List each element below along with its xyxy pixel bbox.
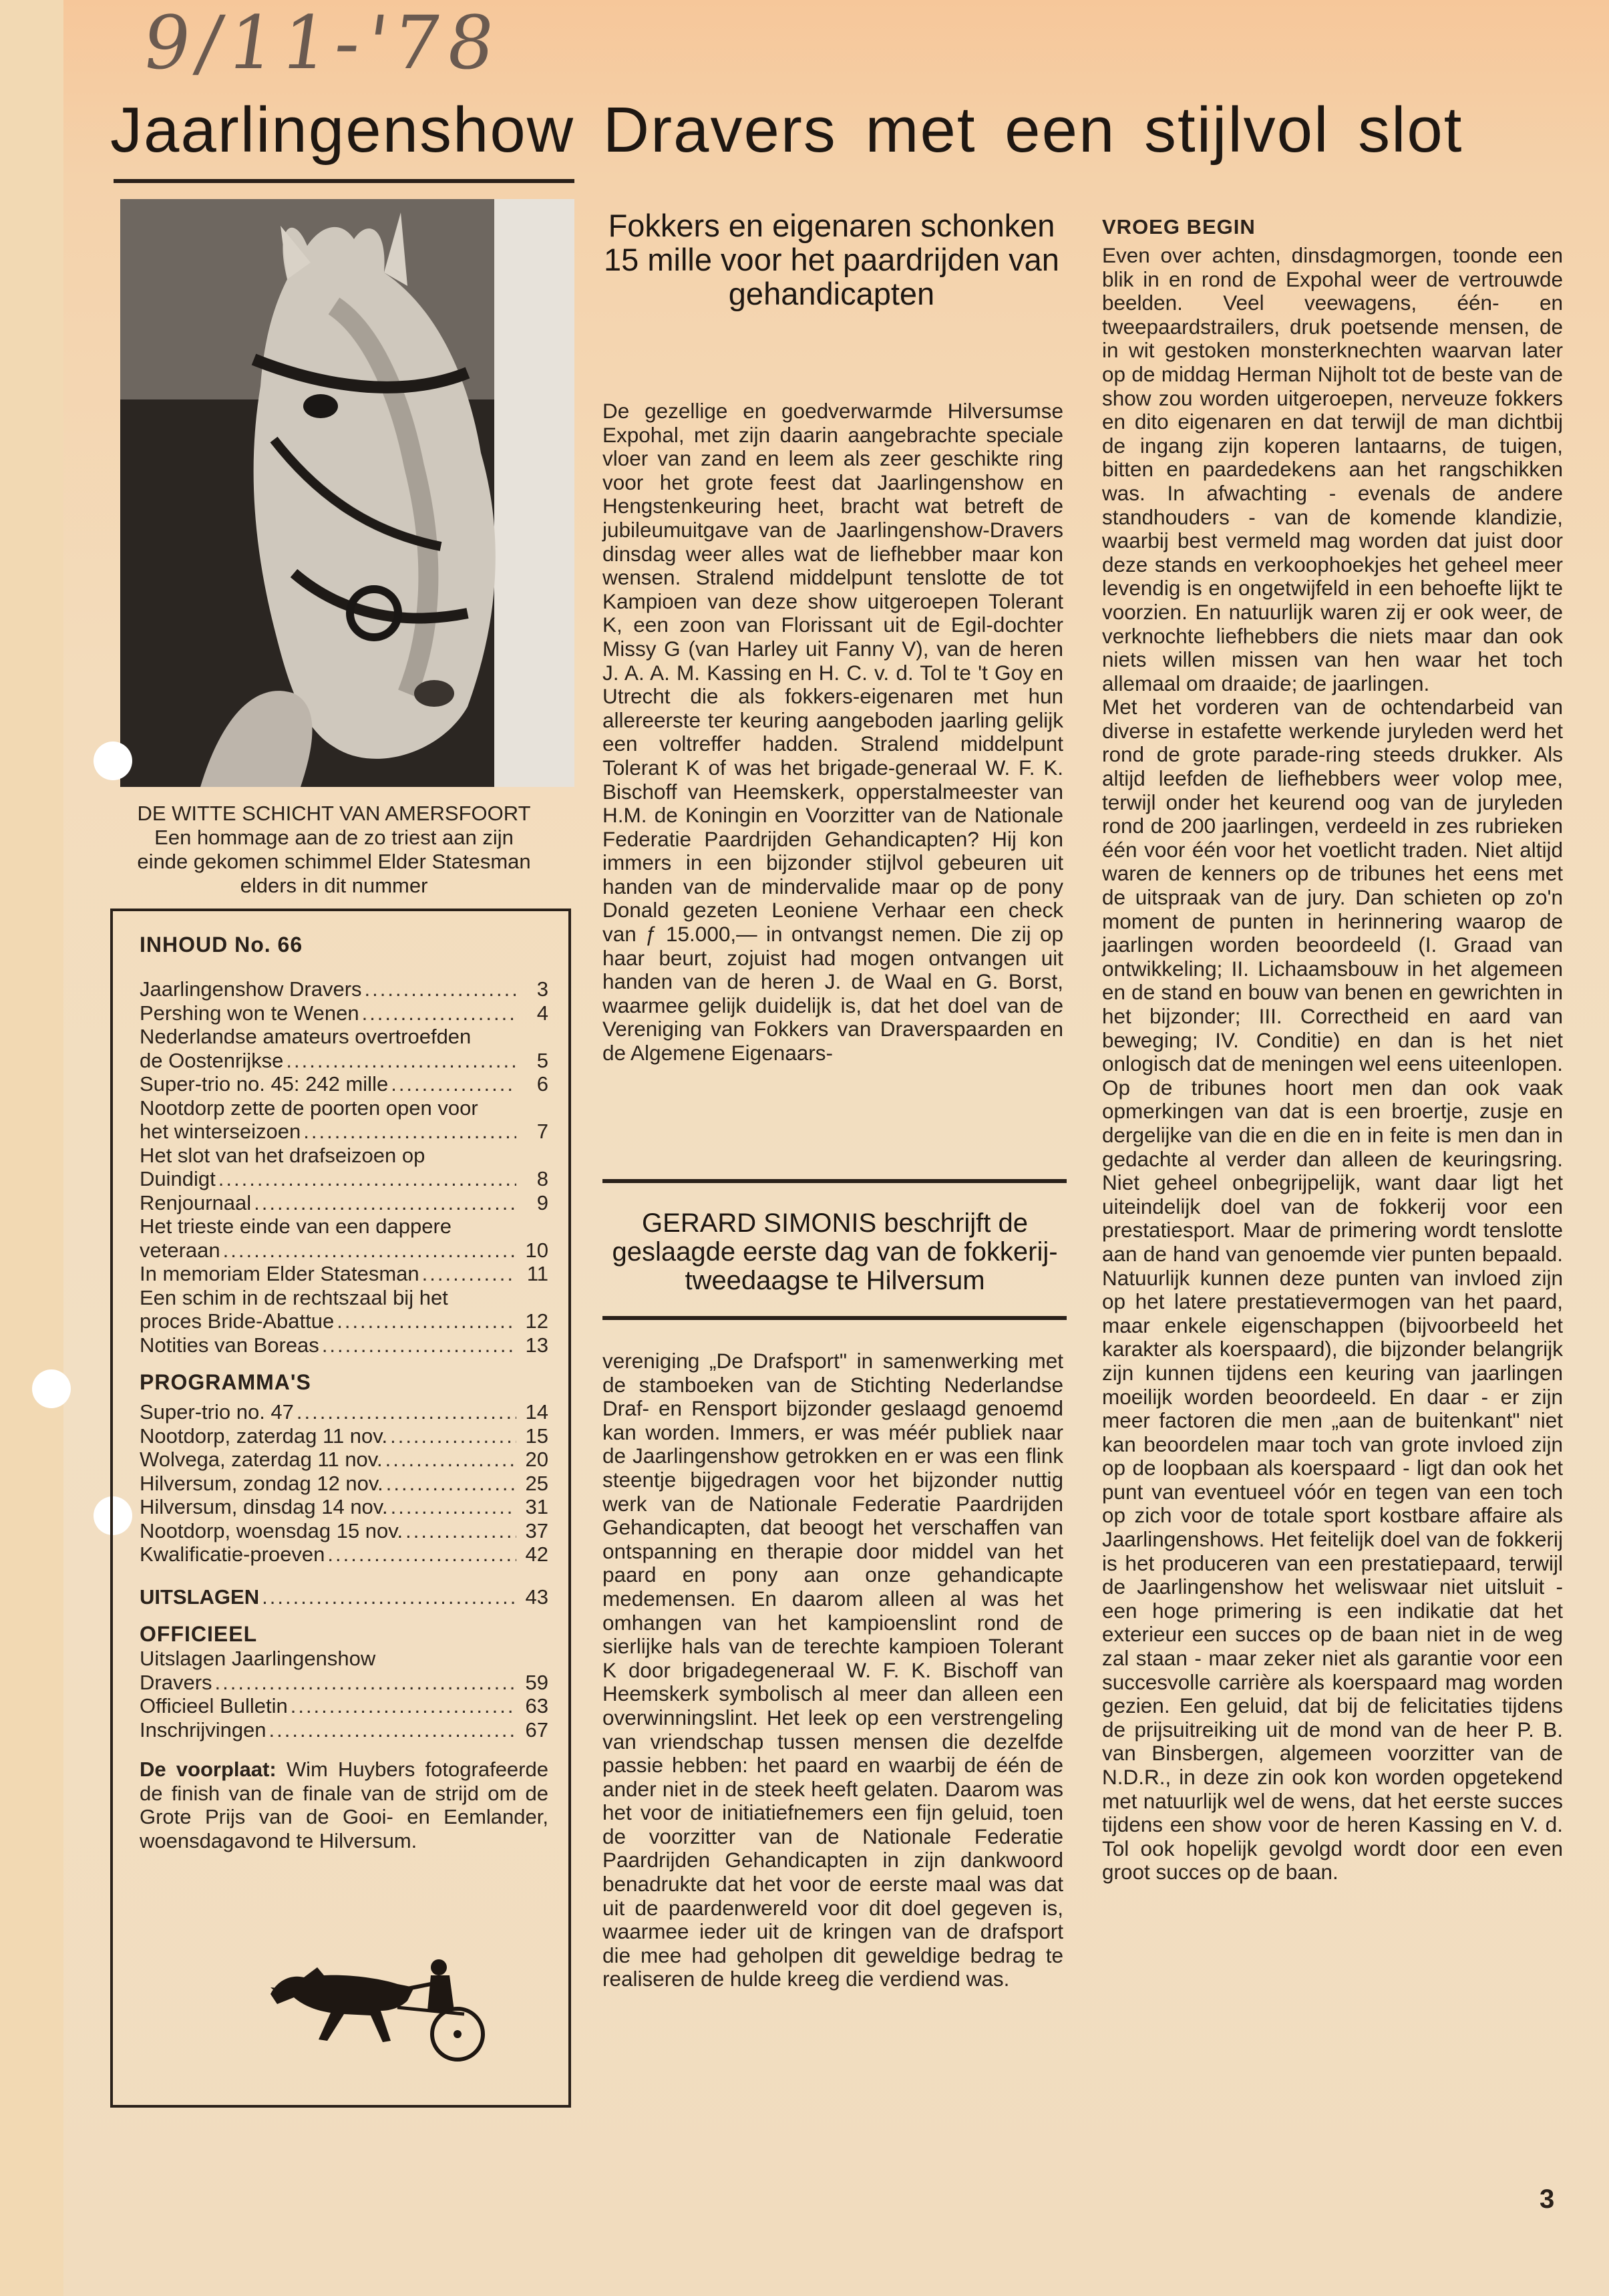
toc-entry-title: de Oostenrijkse (140, 1048, 284, 1072)
toc-entry (140, 1400, 548, 1424)
caption-title: DE WITTE SCHICHT VAN AMERSFOORT (137, 802, 531, 825)
toc-officieel-sub: Uitslagen Jaarlingenshow (140, 1647, 376, 1670)
toc-entry (140, 1144, 548, 1168)
toc-entry-title: Kwalificatie-proeven (140, 1542, 325, 1566)
toc-entry-title: Inschrijvingen (140, 1717, 266, 1742)
toc-entry-page: 25 (525, 1471, 548, 1495)
toc-entry-page: 43 (525, 1585, 548, 1609)
toc-leader (223, 1239, 516, 1263)
toc-entry-page: 3 (536, 977, 548, 1001)
caption-line: Een hommage aan de zo triest aan zijn (154, 826, 514, 849)
toc-entry-page: 13 (525, 1333, 548, 1357)
toc-entry-title: Het slot van het drafseizoen op (140, 1143, 425, 1167)
subheadline-author: GERARD SIMONIS beschrijft de geslaagde eerste dag van de fokkerij-tweedaagse te Hilversum (612, 1208, 1058, 1295)
toc-leader (365, 977, 516, 1001)
caption-line: einde gekomen schimmel Elder Statesman (137, 850, 531, 873)
toc-entry (140, 1718, 548, 1742)
paragraph: Met het vorderen van de ochtendarbeid van diverse in estafette werkende juryleden werd het rond de grote parade-ring steeds drukker. Als altijd leefden de liefhebbers weer volop mee, terwijl onder het keurend oog van de juryleden rond de 200 jaarlingen, verdeeld in zes rubrieken één voor één voor het voetlicht traden. Niet altijd waren de kenners op de tribunes het eens met de uitspraak van de jury. Dan schieten op zo'n moment de punten in herinnering waarop de jaarlingen worden beoordeeld (I. Graad van ontwikkeling; II. Lichaamsbouw in het algemeen en de stand en bouw van benen en gewrichten in het bijzonder; III. Correctheid en aard van beweging; IV. Conditie) en dan is het niet onlogisch dat de meningen wel eens uiteenlopen. (1102, 695, 1564, 1076)
toc-entry (140, 1096, 548, 1120)
toc-leader (269, 1718, 516, 1742)
toc-entry-page: 11 (526, 1262, 548, 1285)
toc-entry-title: Jaarlingenshow Dravers (140, 977, 362, 1001)
toc-entry-title: Nootdorp, zaterdag 11 nov. (140, 1424, 388, 1448)
toc-entry (140, 1333, 548, 1357)
toc-entry-page: 20 (525, 1448, 548, 1471)
cover-note (140, 1758, 548, 1852)
toc-leader (254, 1191, 516, 1215)
toc-entry-title: Officieel Bulletin (140, 1694, 288, 1717)
toc-entry-page: 14 (525, 1400, 548, 1424)
toc-entry-title: UITSLAGEN (140, 1585, 260, 1609)
toc-leader (390, 1424, 516, 1448)
toc-entry-page: 6 (536, 1072, 548, 1096)
toc-leader (362, 1001, 516, 1025)
toc-uitslagen-row (140, 1585, 548, 1609)
toc-entry (140, 1542, 548, 1567)
toc-leader (405, 1519, 516, 1543)
toc-entry-title: Wolvega, zaterdag 11 nov. (140, 1448, 383, 1471)
toc-officieel-heading: OFFICIEEL (140, 1622, 258, 1646)
toc-entry (140, 1286, 548, 1310)
paragraph: Op de tribunes hoort men dan ook vaak opmerkingen van dat is een broertje, zusje en dergelijke van die en die en in feite is men dan in gedachte al verder dan alleen de keuringsring. Niet geheel onbegrijpelijk, want daar ligt het uiteindelijk doel van de fokkerij voor een prestatiesport. Maar de primering wordt tenslotte aan de hand van genoemde vier punten bepaald. Natuurlijk kunnen deze punten van invloed zijn op het latere prestatievermogen van het paard, maar enkele eigenschappen (bijvoorbeeld het karakter als koerspaard), die bijzonder belangrijk zijn kunnen tijdens een keuring van jaarlingen moeilijk worden beoordeeld. En daar - er zijn meer factoren die men „aan de buitenkant" niet kan beoordelen maar toch van grote invloed zijn op de loopbaan als koerspaard - ligt dan ook het punt van eventueel vóór en tegen van een toch op zich voor de totale sport kostbare affaire als Jaarlingenshows. Het feitelijk doel van de fokkerij is het produceren van een prestatiepaard, terwijl de Jaarlingenshow het weliswaar niet uitsluit - een hoge primering is een indikatie dat het exterieur een succes op de baan niet in de weg zal staan - maar zeker niet als garantie voor een succesvolle carrière als koerspaard mag worden gezien. Een geluid, dat bij de felicitaties tijdens de prijsuitreiking uit de mond van de heer P. B. van Binsbergen, algemeen voorzitter van de N.D.R., in deze zin ook kon worden opgetekend met natuurlijk wel de wens, dat het eerste succes tijdens een show voor de heren Kassing en V. d. Tol ook hopelijk gevolgd wordt door een even groot succes op de baan. (1102, 1075, 1563, 1884)
column-rule (602, 1179, 1067, 1183)
toc-entry (140, 1001, 548, 1025)
toc-entry-page: 31 (525, 1495, 548, 1518)
toc-leader (385, 1448, 516, 1472)
toc-entry (140, 1049, 548, 1073)
toc-entry-page: 59 (525, 1670, 548, 1694)
cover-label: De voorplaat: (140, 1758, 277, 1781)
toc-leader (215, 1671, 516, 1695)
toc-entry-title: In memoriam Elder Statesman (140, 1262, 419, 1285)
binder-hole (94, 742, 132, 780)
toc-entry (140, 1191, 548, 1215)
toc-entry-title: proces Bride-Abattue (140, 1309, 335, 1333)
toc-entry (140, 1120, 548, 1144)
toc-leader (262, 1585, 516, 1609)
toc-entry-page: 8 (536, 1167, 548, 1190)
section-heading-vroeg-begin: VROEG BEGIN (1102, 215, 1256, 238)
toc-entry-page: 9 (536, 1190, 548, 1214)
toc-entry (140, 1309, 548, 1333)
toc-entry (140, 1214, 548, 1239)
table-of-contents (110, 909, 571, 2108)
toc-entry-page: 5 (536, 1048, 548, 1072)
toc-entry (140, 1448, 548, 1472)
toc-entry (140, 1671, 548, 1695)
toc-entry-title: Super-trio no. 45: 242 mille (140, 1072, 389, 1096)
toc-programmas-heading: PROGRAMMA'S (140, 1370, 311, 1394)
toc-entry-page: 7 (536, 1120, 548, 1143)
toc-entry-title: Notities van Boreas (140, 1333, 319, 1357)
toc-entry-title: Nootdorp, woensdag 15 nov. (140, 1518, 403, 1542)
toc-entry-title: het winterseizoen (140, 1120, 301, 1143)
toc-entry-page: 37 (525, 1518, 548, 1542)
toc-entry-title: Renjournaal (140, 1190, 252, 1214)
toc-leader (391, 1072, 516, 1096)
toc-leader (422, 1262, 516, 1286)
trotter-logo (264, 1947, 491, 2064)
headline-rule (114, 179, 574, 183)
toc-entry (140, 977, 548, 1001)
toc-entry-title: Duindigt (140, 1167, 216, 1190)
toc-leader (218, 1167, 516, 1191)
article-column-2-bottom: vereniging „De Drafsport" in samenwerking met de stamboeken van de Stichting Nederlandse Draf- en Rensport bijzonder geslaagd genoemd kan worden. Immers, er was méér publiek naar de Jaarlingenshow getrokken en er was een flink steentje bijgedragen voor het bijzonder nuttig werk van de Nationale Federatie Paardrijden Gehandicapten, dat beoogt het verschaffen van ontspanning en therapie door middel van het paard en pony aan onze gehandicapte medemensen. En daarom alleen al was het omhangen van het kampioenslint rond de sierlijke hals van de terechte kampioen Tolerant K door brigadegeneraal W. F. K. Bischoff van Heemskerk symbolisch al meer dan alleen een overwinningslint. Het leek op een verstrengeling van vriendschap tussen mensen die dezelfde passie hebben: het paard en waarbij de één de ander niet in de steek heeft gelaten. Daarom was het voor de initiatiefnemers een fijn geluid, toen de voorzitter van de Nationale Federatie Paardrijden Gehandicapten in zijn dankwoord benadrukte dat het voor de eerste maal was dat uit de paardenwereld voor dit doel gegeven is, waarmee ieder uit de kringen van de drafsport die mee had geholpen dit geweldige bedrag te realiseren de hulde kreeg die verdiend was. (602, 1349, 1063, 1991)
toc-entry (140, 1072, 548, 1096)
toc-contents-list (140, 977, 548, 1357)
toc-leader (303, 1120, 516, 1144)
horse-photo (120, 199, 574, 787)
paragraph: Even over achten, dinsdagmorgen, toonde een blik in en rond de Expohal weer de vertrouwde beelden. Veel veewagens, één- en tweepaardstrailers, druk poetsende mensen, de in wit gestoken monsterknechten waarvan later op de middag Herman Nijholt tot de beste van de show zou worden uitgeroepen, nerveuze fokkers en dito eigenaren en dat terwijl de man dichtbij de ingang zijn koperen lantaarns, de tuigen, bitten en paardedekens aan het rangschikken was. In afwachting - evenals de andere standhouders - van de komende klandizie, waarbij best vermeld mag worden dat juist door deze stands en verkoophoekjes het geheel meer levendig is en ongetwijfeld in een behoefte lijkt te voorzien. En natuurlijk waren zij er ook weer, de verknochte liefhebbers die niets maar dan ook niets willen missen van hen waar het toch allemaal om draaide; de jaarlingen. (1102, 243, 1563, 695)
toc-entry-title: Nootdorp zette de poorten open voor (140, 1096, 478, 1120)
toc-entry (140, 1167, 548, 1191)
article-column-3 (1102, 244, 1563, 1884)
article-column-2-top: De gezellige en goedverwarmde Hilversumse Expohal, met zijn daarin aangebrachte speciale vloer van zand en leem als zeer geschikte ring voor het grote feest dat Jaarlingenshow en Hengstenkeuring heet, bracht wat betreft de jubileumuitgave van de Jaarlingenshow-Dravers dinsdag weer alles wat de liefhebber maar kon wensen. Stralend middelpunt tenslotte de tot Kampioen van deze show uitgeroepen Tolerant K, een zoon van Florissant uit de Egil-dochter Missy G (van Harley uit Fanny V), van de heren J. A. A. M. Kassing en H. C. v. d. Tol te 't Goy en Utrecht die als fokkers-eigenaren met hun allereerste ter keuring aangeboden jaarling gelijk een voltreffer hadden. Stralend middelpunt Tolerant K of was het brigade-generaal W. F. K. Bischoff van Heemskerk, opperstalmeester van H.M. de Koningin en Voorzitter van de Nationale Federatie Paardrijden Gehandicapten? Hij kon immers in een bijzonder stijlvol gebeuren uit handen van de mindervalide maar op de pony Donald gezeten Leoniene Verhaar een check van ƒ 15.000,— in ontvangst nemen. Die zij op haar beurt, zojuist had mogen ontvangen uit handen van de heren J. de Waal en G. Borst, waarmee gelijk duidelijk is, dat het doel van de Vereniging van Fokkers van Draverspaarden en de Algemene Eigenaars- (602, 399, 1063, 1065)
column-rule (602, 1316, 1067, 1320)
toc-entry-page: 42 (525, 1542, 548, 1566)
toc-leader (391, 1495, 516, 1519)
toc-entry-page: 12 (525, 1309, 548, 1333)
toc-entry (140, 1472, 548, 1496)
toc-entry-title: Super-trio no. 47 (140, 1400, 294, 1424)
handwritten-note: 9/11-'78 (138, 0, 507, 86)
toc-leader (386, 1472, 516, 1496)
toc-entry (140, 1424, 548, 1448)
toc-entry-page: 10 (525, 1238, 548, 1262)
toc-heading: INHOUD No. 66 (140, 933, 303, 957)
toc-entry-title: Het trieste einde van een dappere (140, 1214, 452, 1238)
toc-entry (140, 1262, 548, 1286)
photo-caption (100, 802, 568, 898)
toc-entry (140, 1025, 548, 1049)
toc-entry-page: 67 (525, 1717, 548, 1742)
toc-leader (291, 1694, 516, 1718)
toc-leader (286, 1049, 516, 1073)
toc-programmas-list (140, 1400, 548, 1567)
toc-entry (140, 1239, 548, 1263)
toc-entry (140, 1519, 548, 1543)
toc-leader (322, 1333, 516, 1357)
toc-leader (337, 1309, 516, 1333)
page-number: 3 (1540, 2184, 1555, 2214)
toc-entry-title: Dravers (140, 1670, 212, 1694)
subheadline-donation: Fokkers en eigenaren schonken 15 mille voor het paardrijden van gehandicapten (604, 208, 1059, 311)
toc-entry-title: Nederlandse amateurs overtroefden (140, 1025, 472, 1048)
toc-officieel-list (140, 1671, 548, 1742)
toc-entry-page: 15 (525, 1424, 548, 1448)
toc-entry-title: veteraan (140, 1238, 220, 1262)
cover-text: Wim Huybers fotografeerde de finish van de finale van de strijd om de Grote Prijs van de Gooi- en Eemlander, woensdagavond te Hilversum. (140, 1758, 548, 1852)
toc-entry (140, 1694, 548, 1718)
toc-entry-title: Een schim in de rechtszaal bij het (140, 1285, 448, 1309)
caption-line: elders in dit nummer (240, 874, 428, 897)
toc-entry-title: Pershing won te Wenen (140, 1001, 359, 1025)
toc-entry-title: Hilversum, dinsdag 14 nov. (140, 1495, 388, 1518)
toc-entry-page: 4 (536, 1001, 548, 1025)
toc-entry (140, 1495, 548, 1519)
toc-entry-page: 63 (525, 1694, 548, 1717)
toc-entry-title: Hilversum, zondag 12 nov. (140, 1471, 383, 1495)
headline: Jaarlingenshow Dravers met een stijlvol slot (110, 94, 1463, 166)
toc-leader (327, 1542, 516, 1567)
toc-leader (297, 1400, 516, 1424)
binder-hole (32, 1369, 71, 1408)
